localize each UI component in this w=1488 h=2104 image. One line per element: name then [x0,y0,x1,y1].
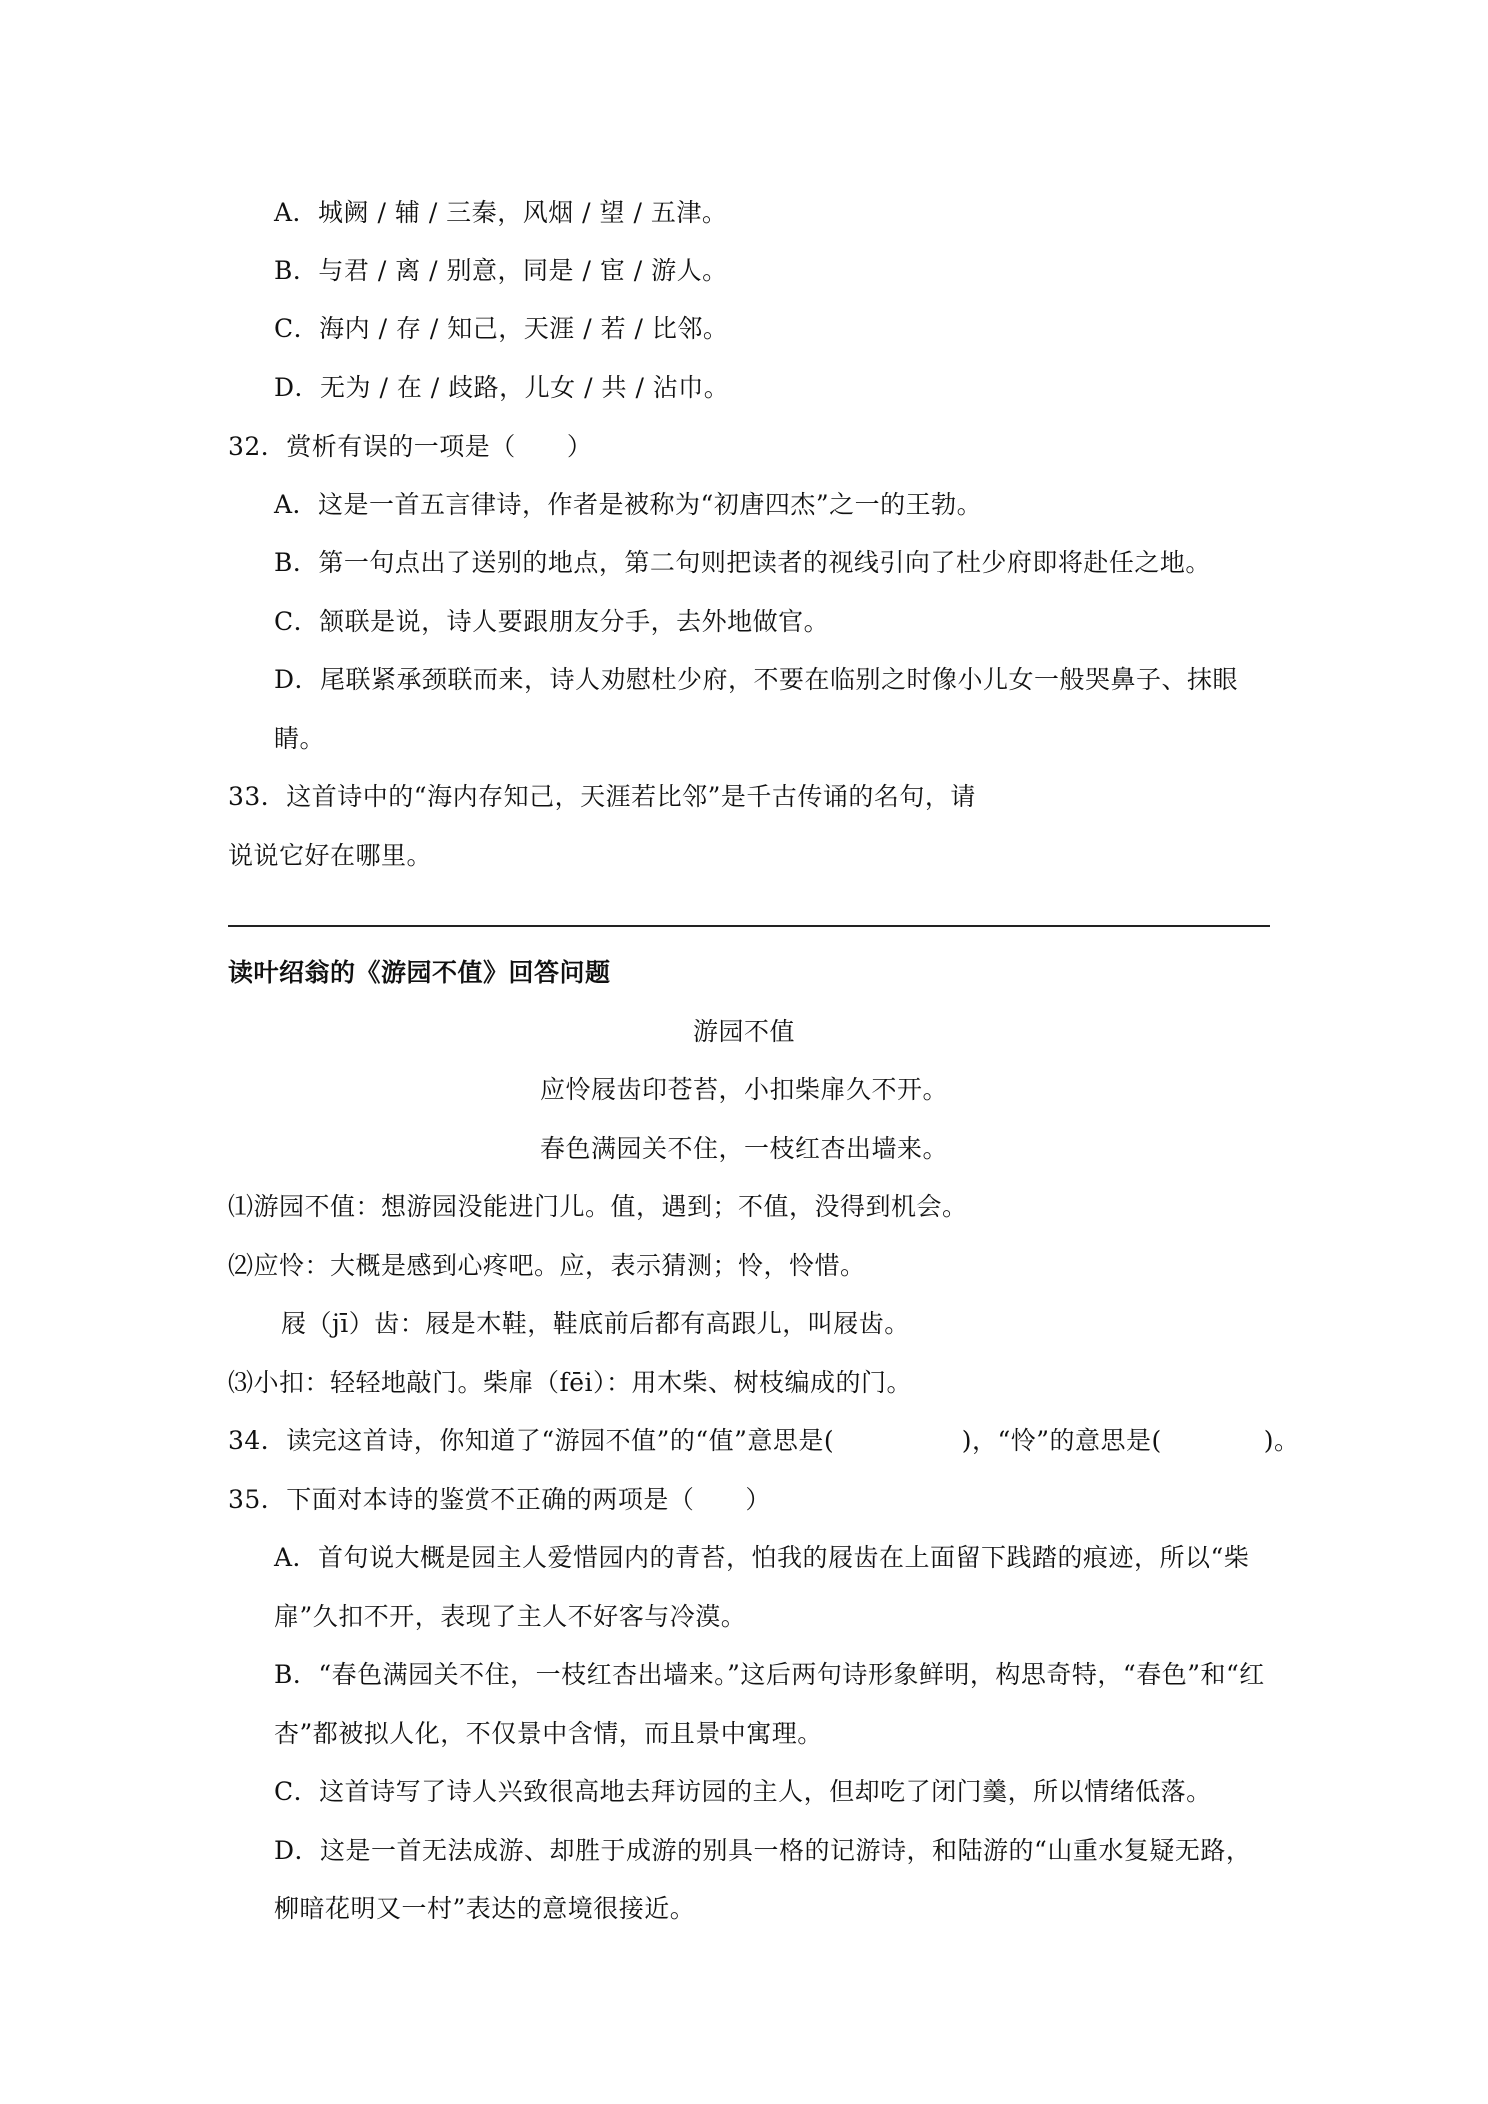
q35-option-d-cont: 柳暗花明又一村”表达的意境很接近。 [274,1894,696,1923]
poem-line-2: 春色满园关不住，一枝红杏出墙来。 [539,1134,948,1163]
poem-line-1: 应怜屐齿印苍苔，小扣柴扉久不开。 [539,1075,948,1104]
q32-stem: 32．赏析有误的一项是（ ） [228,432,593,461]
note-3: ⑶小扣：轻轻地敲门。柴扉（fēi）：用木柴、树枝编成的门。 [228,1368,913,1397]
q35-option-c: C．这首诗写了诗人兴致很高地去拜访园的主人，但却吃了闭门羹，所以情绪低落。 [274,1777,1212,1806]
q32-option-d: D．尾联紧承颈联而来，诗人劝慰杜少府，不要在临别之时像小儿女一般哭鼻子、抹眼 [274,665,1239,694]
q35-option-b: B．“春色满园关不住，一枝红杏出墙来。”这后两句诗形象鲜明，构思奇特，“春色”和“红 [274,1660,1265,1689]
section-heading: 读叶绍翁的《游园不值》回答问题 [228,958,611,987]
q32-option-c: C．颔联是说，诗人要跟朋友分手，去外地做官。 [274,607,830,636]
q34-text: 34．读完这首诗，你知道了“游园不值”的“值”意思是( )，“怜”的意思是( )。 [228,1426,1300,1455]
note-2: ⑵应怜：大概是感到心疼吧。应，表示猜测；怜，怜惜。 [228,1251,866,1280]
q31-option-d: D．无为 / 在 / 歧路，儿女 / 共 / 沾巾。 [274,373,730,402]
note-1: ⑴游园不值：想游园没能进门儿。值，遇到；不值，没得到机会。 [228,1192,968,1221]
note-2-cont: 屐（jī）齿：屐是木鞋，鞋底前后都有高跟儿，叫屐齿。 [281,1309,910,1338]
q31-option-a: A．城阙 / 辅 / 三秦，风烟 / 望 / 五津。 [274,198,728,227]
q35-option-a: A．首句说大概是园主人爱惜园内的青苔，怕我的屐齿在上面留下践踏的痕迹，所以“柴 [274,1543,1250,1572]
q33-line1: 33．这首诗中的“海内存知己，天涯若比邻”是千古传诵的名句，请 [228,782,976,811]
q32-option-b: B．第一句点出了送别的地点，第二句则把读者的视线引向了杜少府即将赴任之地。 [274,548,1211,577]
q35-option-a-cont: 扉”久扣不开，表现了主人不好客与冷漠。 [274,1602,747,1631]
q31-option-c: C．海内 / 存 / 知己，天涯 / 若 / 比邻。 [274,314,729,343]
section-divider [228,925,1270,927]
q31-option-b: B．与君 / 离 / 别意，同是 / 宦 / 游人。 [274,256,728,285]
q35-option-b-cont: 杏”都被拟人化，不仅景中含情，而且景中寓理。 [274,1719,823,1748]
poem-title: 游园不值 [692,1017,795,1046]
q35-option-d: D．这是一首无法成游、却胜于成游的别具一格的记游诗，和陆游的“山重水复疑无路， [274,1836,1252,1865]
q32-option-a: A．这是一首五言律诗，作者是被称为“初唐四杰”之一的王勃。 [274,490,983,519]
q35-stem: 35．下面对本诗的鉴赏不正确的两项是（ ） [228,1485,771,1514]
q33-line2: 说说它好在哪里。 [228,841,433,870]
q32-option-d-cont: 睛。 [274,724,326,753]
